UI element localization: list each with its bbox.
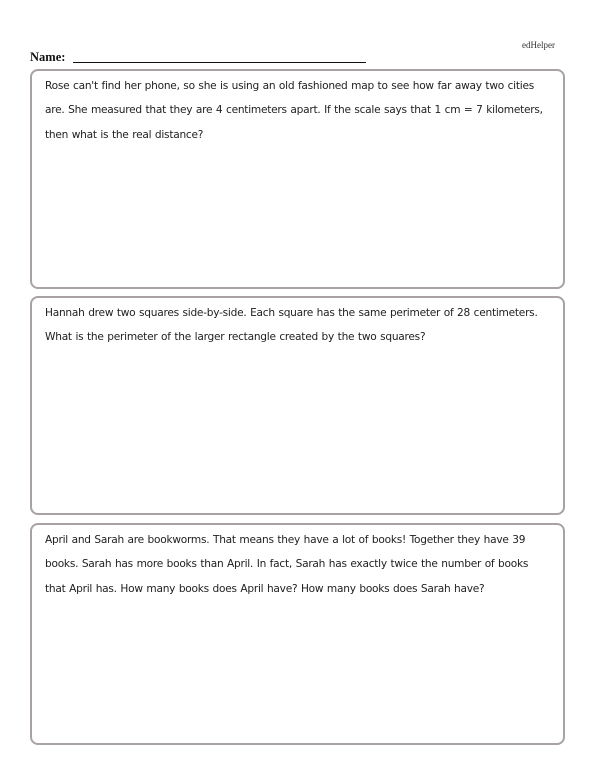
problem-text-3: April and Sarah are bookworms. That means they have a lot of books! Together they have 39 books. Sarah has more books than April. In fact, Sarah has exactly twice the number of books that April has. How many books does April have? How many books does Sarah have? xyxy=(45,534,529,595)
problem-box-1[interactable] xyxy=(30,69,565,289)
problem-text-1: Rose can't find her phone, so she is using an old fashioned map to see how far away two cities are. She measured that they are 4 centimeters apart. If the scale says that 1 cm = 7 kilometers, then what is the real distance? xyxy=(45,80,543,141)
brand-label: edHelper xyxy=(522,40,555,50)
name-row xyxy=(30,50,366,64)
name-input-line[interactable] xyxy=(73,62,366,63)
name-label: Name: xyxy=(30,50,66,64)
problem-box-3[interactable] xyxy=(30,523,565,745)
problem-box-2[interactable] xyxy=(30,296,565,515)
problem-text-2: Hannah drew two squares side-by-side. Each square has the same perimeter of 28 centimeters. What is the perimeter of the larger rectangle created by the two squares? xyxy=(45,307,538,344)
